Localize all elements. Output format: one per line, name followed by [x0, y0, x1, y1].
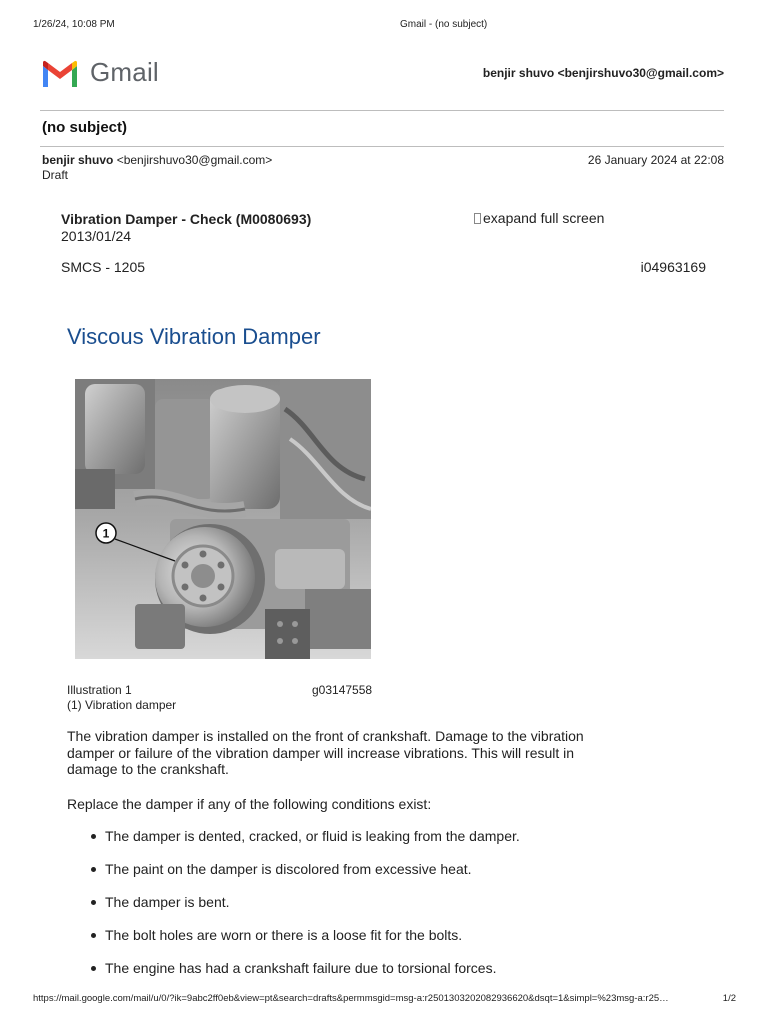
gmail-m-icon [40, 58, 80, 88]
divider [40, 146, 724, 147]
bullet [91, 966, 96, 971]
illustration-caption: (1) Vibration damper [67, 698, 177, 712]
message-from [42, 153, 272, 167]
list-item-text: The paint on the damper is discolored from excessive heat. [105, 861, 472, 877]
account-label: benjir shuvo <benjirshuvo30@gmail.com> [482, 66, 724, 80]
smcs-code: SMCS - 1205 [61, 259, 146, 275]
conditions-intro: Replace the damper if any of the following conditions exist: [67, 796, 432, 812]
bullet [91, 834, 96, 839]
list-item-text: The engine has had a crankshaft failure due to torsional forces. [105, 960, 497, 976]
gmail-logo [40, 58, 170, 90]
gmail-wordmark: Gmail [90, 57, 159, 87]
message-date: 26 January 2024 at 22:08 [587, 153, 724, 167]
list-item [84, 860, 520, 893]
callout-number: 1 [102, 526, 110, 541]
print-timestamp: 1/26/24, 10:08 PM [33, 19, 115, 30]
draft-label: Draft [42, 168, 69, 182]
list-item [84, 827, 520, 860]
doc-title: Vibration Damper - Check (M0080693) [61, 211, 312, 227]
doc-identifier: i04963169 [640, 259, 706, 275]
page-number: 1/2 [722, 993, 736, 1004]
doc-date: 2013/01/24 [61, 228, 132, 244]
print-page-title: Gmail - (no subject) [400, 19, 488, 30]
bullet [91, 900, 96, 905]
broken-image-icon [474, 213, 481, 224]
list-item-text: The bolt holes are worn or there is a loose fit for the bolts. [105, 927, 463, 943]
section-heading: Viscous Vibration Damper [67, 324, 321, 349]
list-item [84, 893, 520, 926]
engine-illustration [75, 379, 371, 659]
list-item [84, 959, 520, 992]
expand-alt-text: exapand full screen [483, 210, 605, 226]
print-url: https://mail.google.com/mail/u/0/?ik=9abc2ff0eb&view=pt&search=drafts&permmsgid=msg-a:r2501303202082936620&dsqt=1&simpl=%23msg-a:r25… [33, 993, 669, 1004]
list-item-text: The damper is dented, cracked, or fluid is leaking from the damper. [105, 828, 520, 844]
divider [40, 110, 724, 111]
sender-email: <benjirshuvo30@gmail.com> [116, 153, 273, 167]
list-item [84, 926, 520, 959]
illustration-label: Illustration 1 [67, 683, 132, 697]
message-subject: (no subject) [42, 119, 127, 136]
description-paragraph: The vibration damper is installed on the front of crankshaft. Damage to the vibration damper or failure of the vibration damper will increase vibrations. This will result in damage to the crankshaft. [67, 728, 584, 777]
sender-name: benjir shuvo [42, 153, 114, 167]
expand-full-screen-link[interactable] [474, 210, 604, 226]
bullet [91, 867, 96, 872]
graphic-id: g03147558 [312, 683, 373, 697]
bullet [91, 933, 96, 938]
list-item-text: The damper is bent. [105, 894, 230, 910]
conditions-list [84, 827, 520, 992]
